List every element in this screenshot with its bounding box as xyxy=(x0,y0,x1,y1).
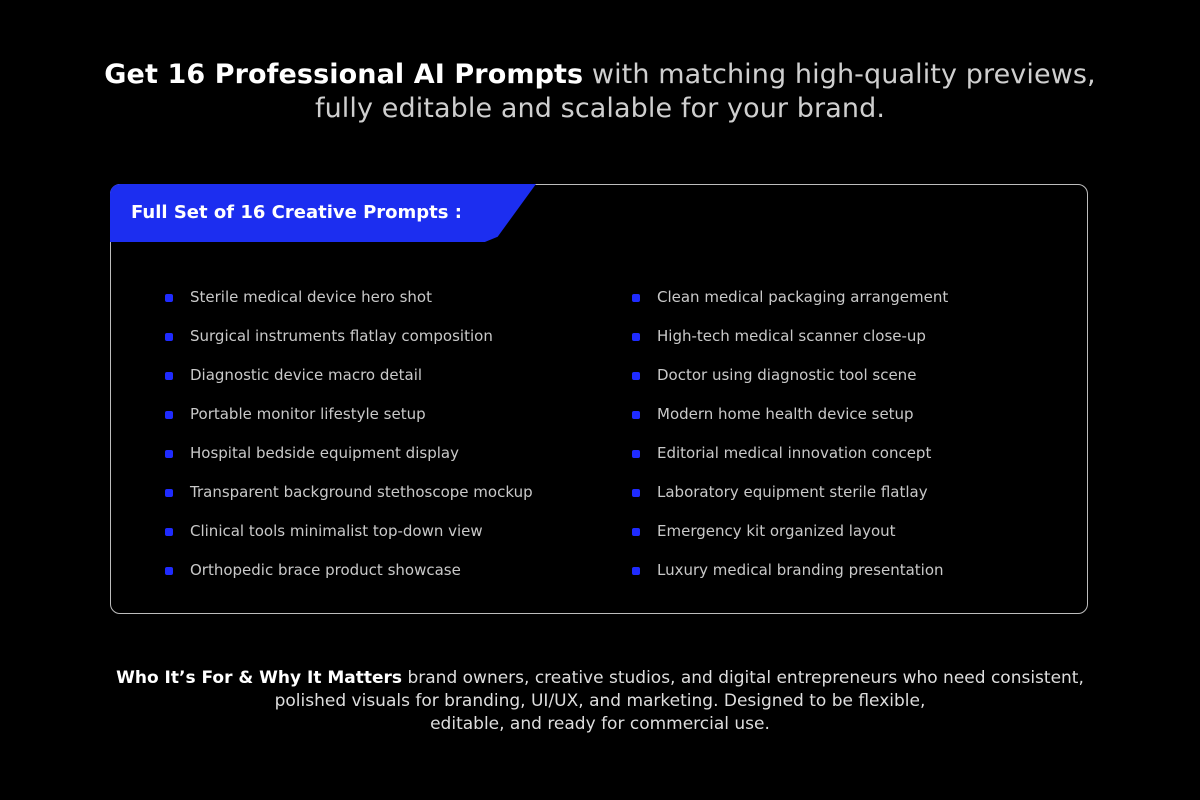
list-item-label: Orthopedic brace product showcase xyxy=(190,560,461,579)
list-item xyxy=(632,472,948,511)
list-item xyxy=(165,550,533,589)
headline-line1: with matching high-quality previews, xyxy=(583,59,1096,90)
list-item-label: Laboratory equipment sterile flatlay xyxy=(657,482,928,501)
footer-line1: brand owners, creative studios, and digital entrepreneurs who need consistent, xyxy=(402,668,1084,688)
prompt-list-left xyxy=(165,277,533,589)
list-item-label: Portable monitor lifestyle setup xyxy=(190,404,426,423)
bullet-icon xyxy=(632,411,640,419)
list-item xyxy=(632,433,948,472)
headline xyxy=(0,58,1200,126)
list-item xyxy=(632,316,948,355)
bullet-icon xyxy=(165,333,173,341)
bullet-icon xyxy=(632,294,640,302)
list-item-label: Editorial medical innovation concept xyxy=(657,443,932,462)
bullet-icon xyxy=(165,294,173,302)
headline-line2: fully editable and scalable for your brand. xyxy=(314,93,886,124)
list-item-label: Transparent background stethoscope mockup xyxy=(190,482,533,501)
list-item-label: High-tech medical scanner close-up xyxy=(657,326,926,345)
footer-line2: polished visuals for branding, UI/UX, and marketing. Designed to be flexible, xyxy=(274,691,926,711)
headline-bold: Get 16 Professional AI Prompts xyxy=(104,59,584,90)
list-item-label: Luxury medical branding presentation xyxy=(657,560,944,579)
list-item xyxy=(632,550,948,589)
list-item-label: Clean medical packaging arrangement xyxy=(657,287,949,306)
bullet-icon xyxy=(165,411,173,419)
bullet-icon xyxy=(632,372,640,380)
bullet-icon xyxy=(165,450,173,458)
list-item xyxy=(165,394,533,433)
list-item xyxy=(165,511,533,550)
list-item xyxy=(165,472,533,511)
bullet-icon xyxy=(165,567,173,575)
list-item-label: Modern home health device setup xyxy=(657,404,914,423)
list-item-label: Emergency kit organized layout xyxy=(657,521,896,540)
footer-line3: editable, and ready for commercial use. xyxy=(430,714,770,734)
list-item-label: Clinical tools minimalist top-down view xyxy=(190,521,483,540)
list-item xyxy=(165,316,533,355)
list-item xyxy=(632,355,948,394)
list-item xyxy=(632,277,948,316)
list-item xyxy=(165,355,533,394)
bullet-icon xyxy=(632,528,640,536)
list-item-label: Diagnostic device macro detail xyxy=(190,365,423,384)
bullet-icon xyxy=(632,489,640,497)
prompt-list-right xyxy=(632,277,948,589)
list-item-label: Doctor using diagnostic tool scene xyxy=(657,365,917,384)
footer-description xyxy=(0,667,1200,736)
bullet-icon xyxy=(632,567,640,575)
list-item xyxy=(632,394,948,433)
bullet-icon xyxy=(165,372,173,380)
footer-bold: Who It’s For & Why It Matters xyxy=(116,668,403,688)
prompts-panel xyxy=(110,184,1088,614)
list-item xyxy=(632,511,948,550)
list-item-label: Surgical instruments flatlay composition xyxy=(190,326,493,345)
bullet-icon xyxy=(165,528,173,536)
list-item xyxy=(165,433,533,472)
list-item-label: Sterile medical device hero shot xyxy=(190,287,432,306)
bullet-icon xyxy=(632,450,640,458)
bullet-icon xyxy=(632,333,640,341)
bullet-icon xyxy=(165,489,173,497)
list-item-label: Hospital bedside equipment display xyxy=(190,443,459,462)
panel-tab-label: Full Set of 16 Creative Prompts : xyxy=(131,202,462,223)
list-item xyxy=(165,277,533,316)
